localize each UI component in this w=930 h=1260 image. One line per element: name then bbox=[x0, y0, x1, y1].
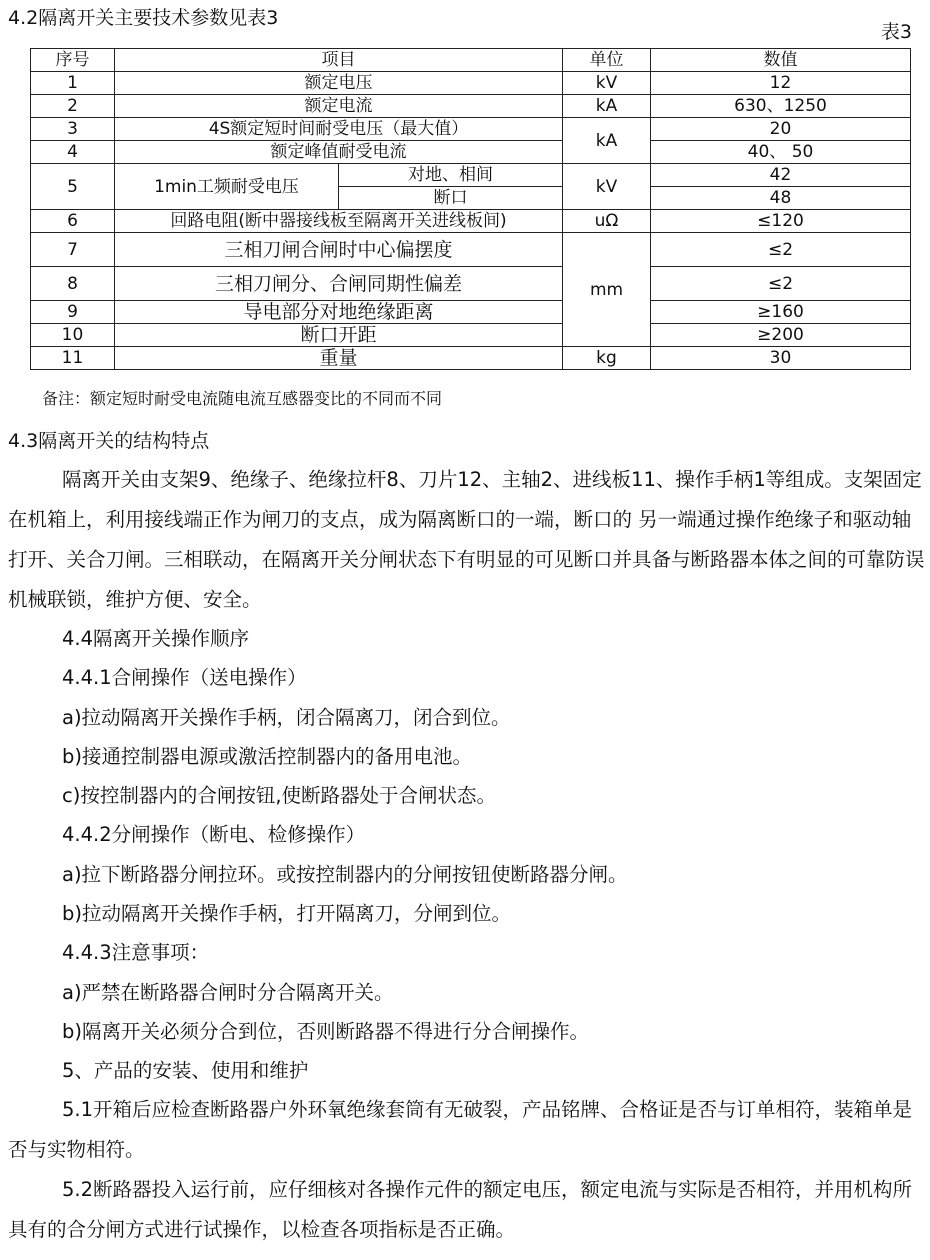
table-row bbox=[31, 347, 911, 370]
table-row bbox=[31, 301, 911, 324]
row-no: 6 bbox=[31, 210, 115, 233]
row-value: ≤2 bbox=[651, 267, 911, 301]
section-4-4-2-title: 4.4.2分闸操作（断电、检修操作） bbox=[62, 823, 366, 846]
row-item: 断口开距 bbox=[115, 324, 563, 347]
step-441-b: b)接通控制器电源或激活控制器内的备用电池。 bbox=[62, 745, 472, 768]
section-5-1-body bbox=[8, 1090, 928, 1170]
table-row bbox=[31, 233, 911, 267]
row-value: 42 bbox=[651, 164, 911, 187]
table-row bbox=[31, 210, 911, 233]
row-value: 20 bbox=[651, 118, 911, 141]
row-value: 630、1250 bbox=[651, 95, 911, 118]
row-item: 额定电流 bbox=[115, 95, 563, 118]
row-no: 1 bbox=[31, 72, 115, 95]
row-no: 11 bbox=[31, 347, 115, 370]
table-row bbox=[31, 118, 911, 141]
row-no: 9 bbox=[31, 301, 115, 324]
step-442-b: b)拉动隔离开关操作手柄，打开隔离刀，分闸到位。 bbox=[62, 902, 511, 925]
table-row bbox=[31, 324, 911, 347]
row-subitem: 对地、相间 bbox=[339, 164, 563, 187]
row-item: 1min工频耐受电压 bbox=[115, 164, 339, 210]
step-441-c: c)按控制器内的合闸按钮,使断路器处于合闸状态。 bbox=[62, 784, 497, 807]
caution-a: a)严禁在断路器合闸时分合隔离开关。 bbox=[62, 981, 394, 1004]
header-unit: 单位 bbox=[563, 49, 651, 72]
row-item: 重量 bbox=[115, 347, 563, 370]
row-value: 12 bbox=[651, 72, 911, 95]
table-row bbox=[31, 267, 911, 301]
section-4-4-title: 4.4隔离开关操作顺序 bbox=[62, 627, 250, 650]
section-4-4-1-title: 4.4.1合闸操作（送电操作） bbox=[62, 666, 307, 689]
row-item: 4S额定短时间耐受电压（最大值） bbox=[115, 118, 563, 141]
header-item: 项目 bbox=[115, 49, 563, 72]
row-item: 回路电阻(断中器接线板至隔离开关进线板间) bbox=[115, 210, 563, 233]
row-unit: kA bbox=[563, 118, 651, 164]
section-5-2-body bbox=[8, 1170, 928, 1250]
row-value: 48 bbox=[651, 187, 911, 210]
row-no: 4 bbox=[31, 141, 115, 164]
row-item: 三相刀闸合闸时中心偏摆度 bbox=[115, 233, 563, 267]
section-4-4-3-title: 4.4.3注意事项： bbox=[62, 941, 210, 964]
row-no: 7 bbox=[31, 233, 115, 267]
section-4-2-title: 4.2隔离开关主要技术参数见表3 bbox=[8, 7, 279, 29]
row-item: 额定峰值耐受电流 bbox=[115, 141, 563, 164]
row-value: ≥200 bbox=[651, 324, 911, 347]
row-unit: uΩ bbox=[563, 210, 651, 233]
section-4-3-text: 隔离开关由支架9、绝缘子、绝缘拉杆8、刀片12、主轴2、进线板11、操作手柄1等组成。支架固定在机箱上，利用接线端正作为闸刀的支点，成为隔离断口的一端，断口的 另一端通过操作绝缘子和驱动轴打开、关合刀闸。三相联动，在隔离开关分闸状态下有明显的可见断口并具备与断路器本体之间的可靠防误机械联锁，维护方便、安全。 bbox=[8, 468, 925, 611]
row-value: ≥160 bbox=[651, 301, 911, 324]
row-value: ≤2 bbox=[651, 233, 911, 267]
row-value: 40、 50 bbox=[651, 141, 911, 164]
row-no: 2 bbox=[31, 95, 115, 118]
caution-b: b)隔离开关必须分合到位，否则断路器不得进行分合闸操作。 bbox=[62, 1020, 589, 1043]
header-no: 序号 bbox=[31, 49, 115, 72]
row-unit: kV bbox=[563, 164, 651, 210]
section-5-title: 5、产品的安装、使用和维护 bbox=[62, 1059, 309, 1082]
table-note: 备注：额定短时耐受电流随电流互感器变比的不同而不同 bbox=[42, 389, 443, 408]
step-442-a: a)拉下断路器分闸拉环。或按控制器内的分闸按钮使断路器分闸。 bbox=[62, 863, 628, 886]
row-no: 3 bbox=[31, 118, 115, 141]
table-row bbox=[31, 95, 911, 118]
row-no: 5 bbox=[31, 164, 115, 210]
table-caption: 表3 bbox=[880, 21, 912, 43]
row-unit: kV bbox=[563, 72, 651, 95]
step-441-a: a)拉动隔离开关操作手柄，闭合隔离刀，闭合到位。 bbox=[62, 706, 511, 729]
table-row bbox=[31, 72, 911, 95]
table-header-row bbox=[31, 49, 911, 72]
row-item: 三相刀闸分、合闸同期性偏差 bbox=[115, 267, 563, 301]
row-value: 30 bbox=[651, 347, 911, 370]
row-value: ≤120 bbox=[651, 210, 911, 233]
row-item: 额定电压 bbox=[115, 72, 563, 95]
row-unit: mm bbox=[563, 233, 651, 347]
technical-parameters-table bbox=[30, 48, 911, 370]
table-row bbox=[31, 164, 911, 187]
table-row bbox=[31, 141, 911, 164]
section-4-3-body bbox=[8, 460, 928, 620]
section-5-2-text: 5.2断路器投入运行前，应仔细核对各操作元件的额定电压，额定电流与实际是否相符，并用机构所具有的合分闸方式进行试操作，以检查各项指标是否正确。 bbox=[8, 1178, 913, 1241]
row-unit: kg bbox=[563, 347, 651, 370]
section-4-3-title: 4.3隔离开关的结构特点 bbox=[8, 430, 210, 452]
section-5-1-text: 5.1开箱后应检查断路器户外环氧绝缘套筒有无破裂，产品铭牌、合格证是否与订单相符，装箱单是否与实物相符。 bbox=[8, 1098, 913, 1161]
row-item: 导电部分对地绝缘距离 bbox=[115, 301, 563, 324]
row-no: 8 bbox=[31, 267, 115, 301]
row-unit: kA bbox=[563, 95, 651, 118]
row-no: 10 bbox=[31, 324, 115, 347]
row-subitem: 断口 bbox=[339, 187, 563, 210]
header-value: 数值 bbox=[651, 49, 911, 72]
